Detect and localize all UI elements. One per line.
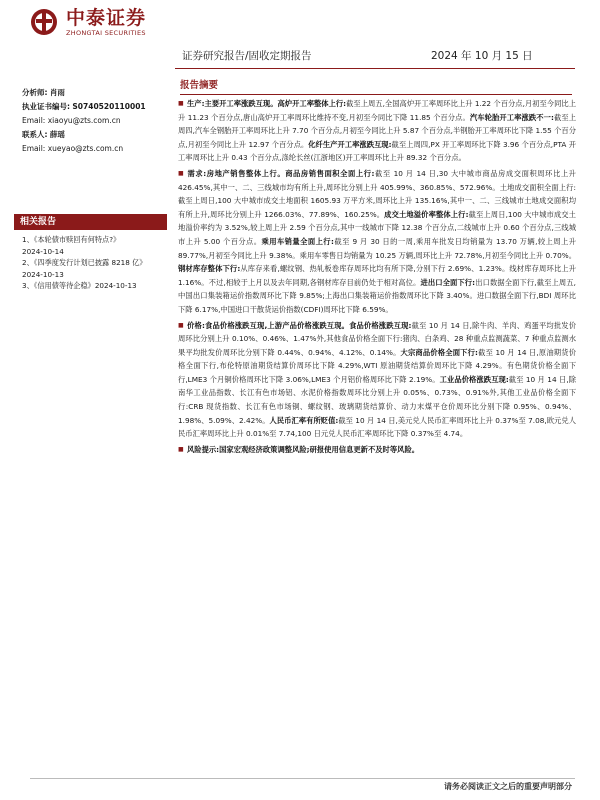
related-report-item[interactable]: 1、《本轮债市赎回有何特点?》	[22, 235, 121, 244]
contact-name: 薛瑶	[49, 130, 65, 139]
footer-divider	[30, 778, 575, 779]
license-number: S0740520110001	[72, 102, 146, 111]
contact-row	[22, 128, 167, 142]
analyst-email-row	[22, 114, 167, 128]
summary-heading-rule	[180, 94, 572, 95]
bullet-icon: ■	[178, 169, 184, 177]
contact-email-row	[22, 142, 167, 156]
summary-body	[178, 97, 576, 458]
analyst-row	[22, 86, 167, 100]
analyst-name: 肖雨	[49, 88, 65, 97]
footer-disclaimer: 请务必阅读正文之后的重要声明部分	[444, 782, 572, 791]
brand-logo	[30, 6, 190, 40]
section-risk: ■ 风险提示:国家宏观经济政策调整风险;研报使用信息更新不及时等风险。	[178, 443, 576, 457]
summary-heading: 报告摘要	[180, 80, 219, 91]
contact-label: 联系人:	[22, 130, 48, 139]
bullet-icon: ■	[178, 445, 184, 453]
related-report-date: 2024-10-14	[22, 246, 64, 256]
brand-name-cn: 中泰证券	[66, 7, 147, 29]
email-label: Email:	[22, 116, 46, 125]
brand-name-en: ZHONGTAI SECURITIES	[66, 29, 146, 37]
related-reports-heading: 相关报告	[14, 214, 167, 230]
analyst-info	[22, 86, 167, 156]
section-production: ■ 生产:主要开工率涨跌互现。高炉开工率整体上行:截至上周五,全国高炉开工率周环比上升 1.22 个百分点,月初至今同比上升 11.23 个百分点,唐山高炉开工率周环比维持不变,月初至今同比下降 11.85 个百分点。汽车轮胎开工率涨跌不一:截至上周四,汽车全钢胎开工率周环比上升 7.70 个百分点,月初至今同比上升 5.87 个百分点,半钢胎开工率周环比下降 1.55 个百分点,月初至今同比上升 12.97 个百分点。化纤生产开工率涨跌互现:截至上周四,PX 开工率周环比下降 3.96 个百分点,PTA 开工率周环比上升 0.43 个百分点,涤纶长丝(江浙地区)开工率周环比上升 89.32 个百分点。	[178, 99, 577, 163]
bullet-icon: ■	[178, 100, 184, 107]
analyst-email[interactable]: xiaoyu@zts.com.cn	[47, 116, 121, 125]
email-label: Email:	[22, 144, 46, 153]
related-report-item[interactable]: 3、《信用债等待企稳》2024-10-13	[22, 281, 137, 290]
report-date: 2024 年 10 月 15 日	[431, 50, 533, 62]
related-reports-list	[22, 234, 172, 292]
related-report-date: 2024-10-13	[22, 269, 64, 279]
summary-heading-block	[180, 79, 572, 93]
bullet-icon: ■	[178, 321, 184, 329]
header-divider	[175, 68, 575, 69]
analyst-label: 分析师:	[22, 88, 48, 97]
section-demand: ■ 需求:房地产销售整体上行。商品房销售面积全面上行:截至 10 月 14 日,30 大中城市商品房成交面积周环比上升 426.45%,其中一、二、三线城市均有所上升,周环比分别上升 405.99%、360.85%、572.96%。土地成交面积全面上行:截至上周日,100 大中城市成交土地面积 1605.93 万平方米,周环比上升 135.16%,其中一、二、三线城市土地成交面积均有所上升,周环比分别上升 1266.03%、77.89%、160.25%。成交土地溢价率整体上行:截至上周日,100 大中城市成交土地溢价率约为 3.52%,较上周上升 2.59 个百分点,其中一线城市下降 12.38 个百分点,二线城市上升 0.60 个百分点,三线城市上升 5.00 个百分点。乘用车销量全面上行:截至 9 月 30 日的一周,乘用车批发日均销量为 13.70 万辆,较上周上升 89.77%,月初至今同比上升 9.38%。乘用车零售日均销量为 10.25 万辆,周环比上升 72.78%,月初至今同比上升 0.70%。钢材库存整体下行:从库存来看,螺纹钢、热轧板卷库存周环比均有所下降,分别下行 2.69%、1.23%。线材库存周环比上升 1.16%。不过,相较于上月以及去年同期,各钢材库存目前仍处于相对高位。进出口全面下行:出口数据全面下行,截至上周五,中国出口集装箱运价指数周环比下降 9.85%;上海出口集装箱运价指数周环比下降 3.40%。进口数据全面下行,BDI 周环比下降 6.17%,中国进口干散货运价指数(CDFI)周环比下降 6.59%。	[178, 168, 577, 314]
brand-logo-icon	[30, 8, 58, 36]
license-label: 执业证书编号:	[22, 102, 70, 111]
related-report-item[interactable]: 2、《四季度发行计划已披露 8218 亿》	[22, 258, 147, 267]
license-row	[22, 100, 167, 114]
contact-email[interactable]: xueyao@zts.com.cn	[47, 144, 124, 153]
section-price: ■ 价格:食品价格涨跌互现,上游产品价格涨跌互现。食品价格涨跌互现:截至 10 月 14 日,除牛肉、羊肉、鸡蛋平均批发价周环比分别上升 0.10%、0.46%、1.47%外,其他食品价格全面下行:猪肉、白条鸡、28 种重点监测蔬菜、7 种重点监测水果平均批发价周环比分别下降 0.44%、0.94%、4.12%、0.14%。大宗商品价格全面下行:截至 10 月 14 日,原油期货价格全面下行,布伦特原油期货结算价周环比下降 4.29%,WTI 原油期货结算价周环比下降 4.29%。有色期货价格全面下行,LME3 个月铜价格周环比下降 3.06%,LME3 个月铝价格周环比下降 2.19%。工业品价格涨跌互现:截至 10 月 14 日,除南华工业品指数、长江有色市场铝、水泥价格指数周环比分别上升 0.05%、0.73%、0.91%外,其他工业品价格全面下行:CRB 现货指数、长江有色市场铜、螺纹钢、玻璃期货结算价、动力末煤平仓价周环比分别下降 0.95%、0.94%、1.98%、5.09%、2.42%。人民币汇率有所贬值:截至 10 月 14 日,美元兑人民币汇率周环比上升 0.37%至 7.08,欧元兑人民币汇率周环比上升 0.01%至 7.74,100 日元兑人民币汇率周环比下降 0.37%至 4.74。	[178, 320, 577, 439]
report-type: 证券研究报告/固收定期报告	[182, 50, 312, 62]
